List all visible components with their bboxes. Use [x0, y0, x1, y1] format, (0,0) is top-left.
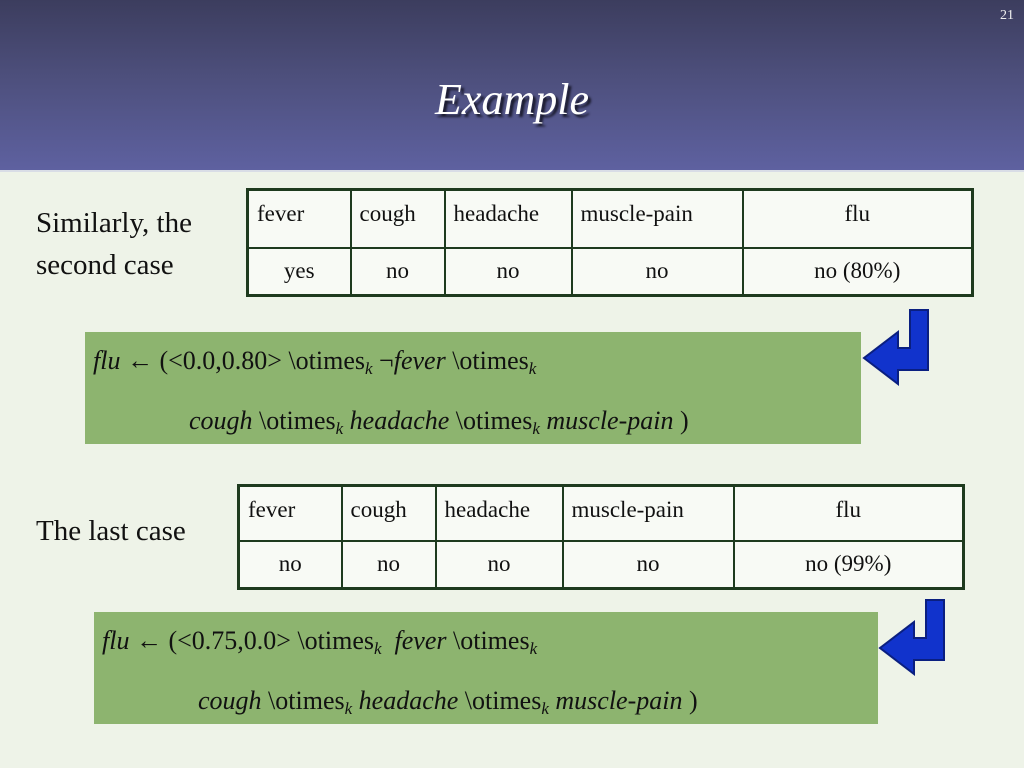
table-cell: no — [445, 248, 572, 296]
case3-table — [237, 484, 965, 590]
slide-title: Example — [435, 75, 589, 124]
title-band — [0, 0, 1024, 172]
table-cell: no — [572, 248, 743, 296]
case2-caption — [36, 202, 192, 286]
header-cell: fever — [239, 486, 342, 541]
table-row — [248, 248, 973, 296]
header-cell: muscle-pain — [572, 190, 743, 248]
table-cell: no — [563, 541, 734, 589]
header-cell: flu — [734, 486, 964, 541]
case2-table — [246, 188, 974, 297]
case2-caption-line2: second case — [36, 249, 174, 281]
case3-rule-box — [94, 612, 878, 724]
header-cell: fever — [248, 190, 351, 248]
return-arrow-icon — [878, 596, 948, 676]
header-cell: headache — [436, 486, 563, 541]
table-header-row — [248, 190, 973, 248]
header-cell: cough — [351, 190, 445, 248]
rule-line-1: flu ← (<0.75,0.0> \otimes$_k$ fever \otimes$_k$ — [102, 626, 538, 658]
header-cell: cough — [342, 486, 436, 541]
case2-caption-line1: Similarly, the — [36, 207, 192, 239]
table-cell: no (80%) — [743, 248, 973, 296]
header-cell: flu — [743, 190, 973, 248]
table-cell: no — [239, 541, 342, 589]
header-cell: muscle-pain — [563, 486, 734, 541]
case3-caption: The last case — [36, 515, 186, 547]
table-cell: yes — [248, 248, 351, 296]
slide-number: 21 — [1000, 8, 1014, 23]
rule-line-2: cough \otimes$_k$ headache \otimes$_k$ muscle-pain ) — [189, 406, 689, 438]
table-header-row — [239, 486, 964, 541]
table-cell: no — [342, 541, 436, 589]
table-cell: no (99%) — [734, 541, 964, 589]
table-cell: no — [436, 541, 563, 589]
rule-line-1: flu ← (<0.0,0.80> \otimes$_k$ ¬fever \otimes$_k$ — [93, 346, 537, 378]
header-cell: headache — [445, 190, 572, 248]
rule-line-2: cough \otimes$_k$ headache \otimes$_k$ muscle-pain ) — [198, 686, 698, 718]
table-cell: no — [351, 248, 445, 296]
case2-rule-box — [85, 332, 861, 444]
return-arrow-icon — [862, 306, 932, 386]
table-row — [239, 541, 964, 589]
